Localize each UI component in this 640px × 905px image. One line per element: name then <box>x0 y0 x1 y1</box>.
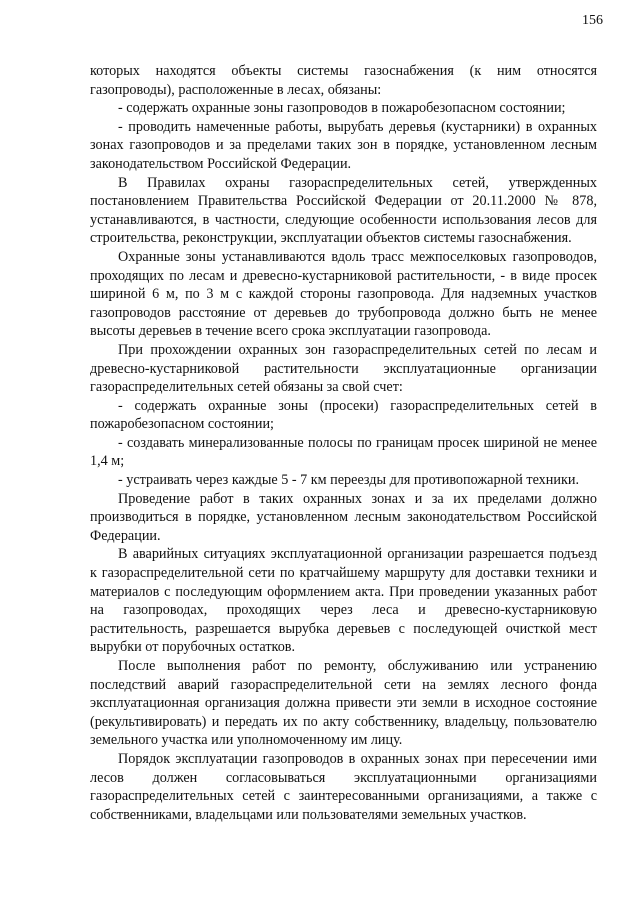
list-item-5: - устраивать через каждые 5 - 7 км переезды для противопожарной техники. <box>118 472 579 489</box>
list-item-3: - содержать охранные зоны (просеки) газораспределительных сетей в пожаробезопасном состоянии; <box>90 397 597 433</box>
list-item-2: - проводить намеченные работы, вырубать деревья (кустарники) в охранных зонах газопроводов и за пределами таких зон в порядке, установленном лесным законодательством Российской Федерации. <box>90 118 597 172</box>
paragraph-6: В аварийных ситуациях эксплуатационной организации разрешается подъезд к газораспределительной сети по кратчайшему маршруту для доставки техники и материалов с последующим оформлением акта. При проведении указанных работ на газопроводах, проходящих через леса и древесно-кустарниковую растительность, разрешается вырубка деревьев с последующей очисткой мест вырубки от порубочных остатков. <box>90 546 597 656</box>
page-number: 156 <box>582 13 603 28</box>
paragraph-3: Охранные зоны устанавливаются вдоль трасс межпоселковых газопроводов, проходящих по лесам и древесно-кустарниковой растительности, - в виде просек шириной 6 м, по 3 м с каждой стороны газопровода. Для надземных участков газопроводов расстояние от деревьев до трубопровода должно быть не менее высоты деревьев в течение всего срока эксплуатации газопровода. <box>90 248 597 340</box>
list-item-1: - содержать охранные зоны газопроводов в пожаробезопасном состоянии; <box>118 100 566 117</box>
paragraph-8: Порядок эксплуатации газопроводов в охранных зонах при пересечении ими лесов должен согласовываться эксплуатационными организациями газораспределительных сетей с заинтересованными организациями, а также с собственниками, владельцами или пользователями земельных участков. <box>90 750 597 823</box>
paragraph-1: которых находятся объекты системы газоснабжения (к ним относятся газопроводы), расположенные в лесах, обязаны: <box>90 63 597 98</box>
paragraph-4: При прохождении охранных зон газораспределительных сетей по лесам и древесно-кустарниковой растительности эксплуатационные организации газораспределительных сетей обязаны за свой счет: <box>90 341 597 396</box>
paragraph-2: В Правилах охраны газораспределительных сетей, утвержденных постановлением Правительства Российской Федерации от 20.11.2000 № 878, устанавливаются, в частности, следующие особенности использования лесов для строительства, реконструкции, эксплуатации объектов системы газоснабжения. <box>90 174 597 247</box>
paragraph-5: Проведение работ в таких охранных зонах и за их пределами должно производиться в порядке, установленном лесным законодательством Российской Федерации. <box>90 490 597 544</box>
page-body-text <box>90 62 597 824</box>
paragraph-7: После выполнения работ по ремонту, обслуживанию или устранению последствий аварий газораспределительной сети на землях лесного фонда эксплуатационная организация должна привести эти земли в исходное состояние (рекультивировать) и передать их по акту собственнику, владельцу, пользователю земельного участка или уполномоченному им лицу. <box>90 658 597 749</box>
list-item-4: - создавать минерализованные полосы по границам просек шириной не менее 1,4 м; <box>90 434 597 470</box>
